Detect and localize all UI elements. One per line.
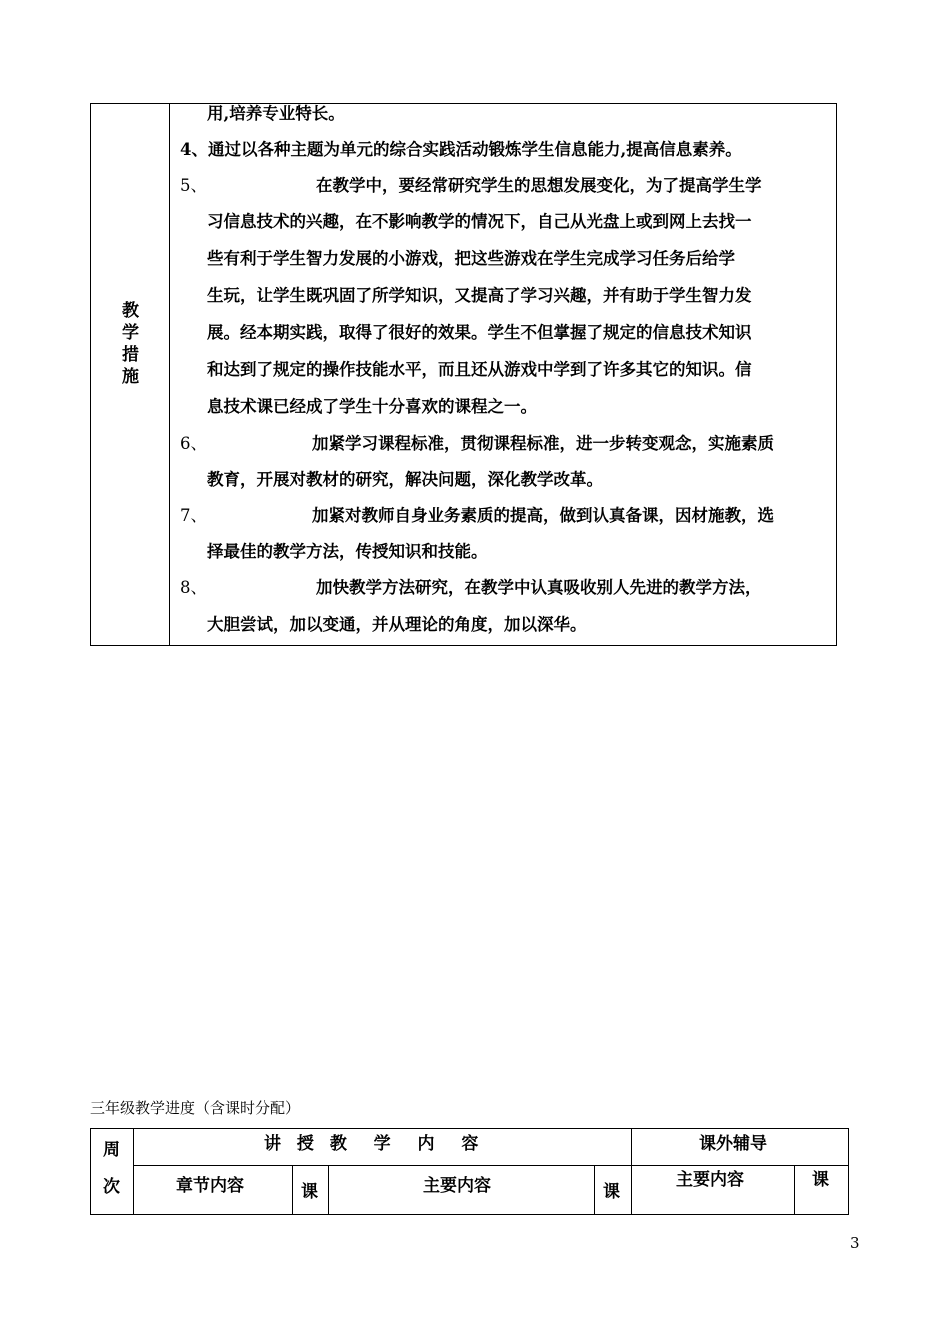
header-row-divider [133, 1165, 848, 1166]
measures-line: 教育，开展对教材的研究，解决问题，深化教学改革。 [207, 470, 603, 489]
extra-main-content-header: 主要内容 [676, 1170, 744, 1190]
measures-line: 和达到了规定的操作技能水平，而且还从游戏中学到了许多其它的知识。信 [207, 360, 752, 379]
measures-item-number: 7、 [180, 506, 207, 525]
lesson-column-divider [328, 1165, 329, 1214]
measures-item-number: 8、 [180, 578, 207, 597]
week-header-char: 次 [103, 1177, 120, 1197]
measures-line: 些有利于学生智力发展的小游戏，把这些游戏在学生完成学习任务后给学 [207, 249, 735, 268]
extra-main-content-divider [794, 1165, 795, 1214]
measures-item-number: 6、 [180, 434, 207, 453]
measures-line: 用,培养专业特长。 [207, 104, 345, 123]
main-content-column-divider [594, 1165, 595, 1214]
lesson-hours-header: 课 [301, 1182, 318, 1202]
teaching-content-header: 讲 授 教 学 内 容 [264, 1134, 484, 1154]
main-content-header: 主要内容 [423, 1176, 491, 1196]
extracurricular-column-divider [631, 1129, 632, 1214]
schedule-table [90, 1128, 849, 1215]
extra-lesson-hours-header: 课 [812, 1170, 829, 1190]
measures-line: 加快教学方法研究，在教学中认真吸收别人先进的教学方法， [316, 578, 762, 597]
week-column-divider [133, 1129, 134, 1214]
measures-line: 加紧学习课程标准，贯彻课程标准，进一步转变观念，实施素质 [312, 434, 774, 453]
measures-line: 息技术课已经成了学生十分喜欢的课程之一。 [207, 397, 537, 416]
measures-item-number: 5、 [180, 176, 207, 195]
measures-line: 大胆尝试，加以变通，并从理论的角度，加以深华。 [207, 615, 587, 634]
chapter-column-divider [292, 1165, 293, 1214]
extracurricular-header: 课外辅导 [699, 1134, 767, 1154]
measures-line: 展。经本期实践，取得了很好的效果。学生不但掌握了规定的信息技术知识 [207, 323, 752, 342]
schedule-title: 三年级教学进度（含课时分配） [90, 1099, 301, 1117]
chapter-content-header: 章节内容 [176, 1176, 244, 1196]
measures-line: 4、通过以各种主题为单元的综合实践活动锻炼学生信息能力,提高信息素养。 [180, 140, 742, 159]
measures-line: 加紧对教师自身业务素质的提高，做到认真备课，因材施教，选 [312, 506, 774, 525]
measures-label-char: 施 [122, 367, 139, 387]
measures-label-char: 措 [122, 345, 139, 365]
measures-line: 生玩，让学生既巩固了所学知识，又提高了学习兴趣，并有助于学生智力发 [207, 286, 752, 305]
measures-label-char: 学 [122, 323, 139, 343]
measures-line: 择最佳的教学方法，传授知识和技能。 [207, 542, 488, 561]
measures-line: 习信息技术的兴趣，在不影响教学的情况下，自己从光盘上或到网上去找一 [207, 212, 752, 231]
week-header-char: 周 [103, 1140, 120, 1160]
measures-label-char: 教 [122, 301, 139, 321]
lesson-hours-header: 课 [603, 1182, 620, 1202]
measures-label [91, 300, 170, 388]
page-number: 3 [850, 1234, 860, 1252]
measures-line: 在教学中，要经常研究学生的思想发展变化，为了提高学生学 [316, 176, 762, 195]
measures-label-cell [91, 104, 170, 645]
